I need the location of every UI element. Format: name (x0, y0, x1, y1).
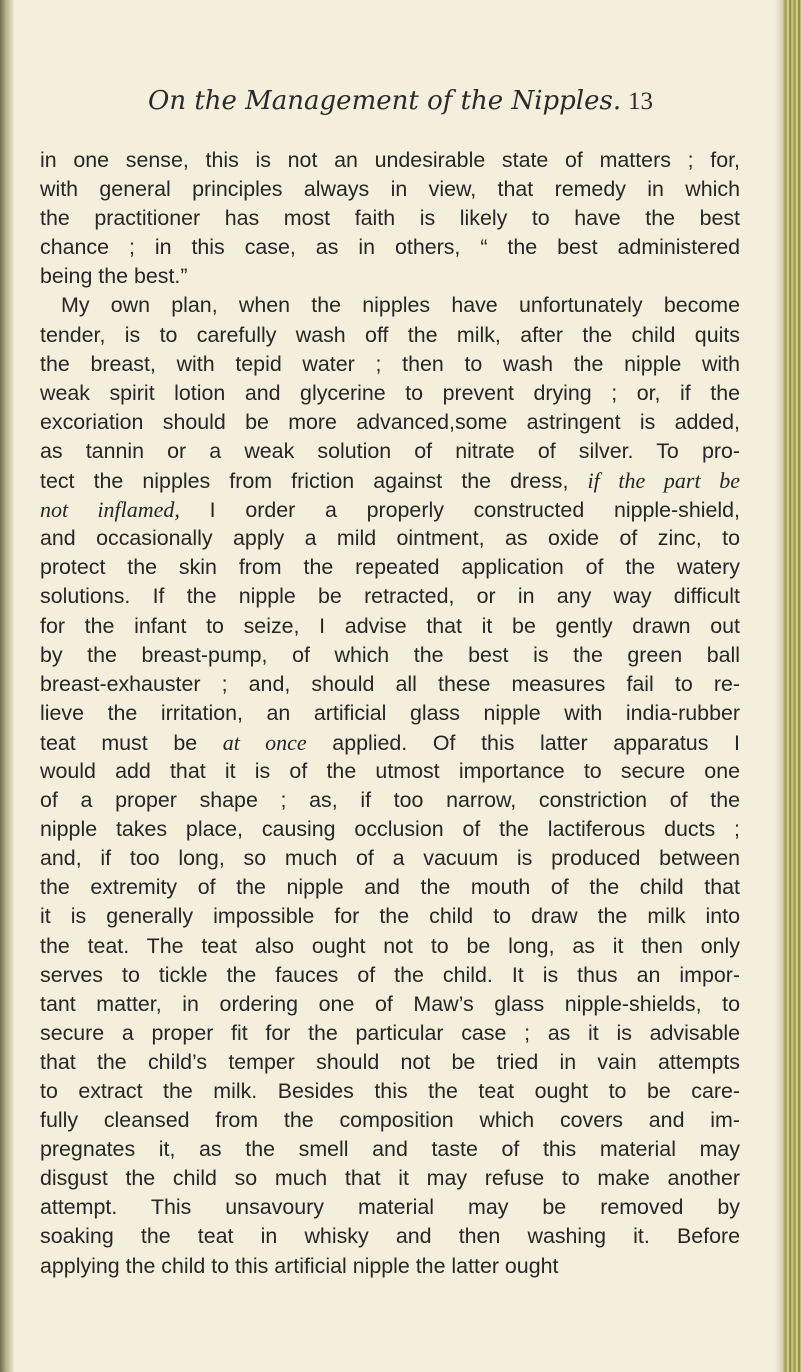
text-line (40, 524, 740, 553)
text-line (40, 1164, 740, 1193)
text-segment: and occasionally apply a mild ointment, as oxide of zinc, to (40, 526, 740, 551)
text-line (40, 437, 740, 466)
text-segment: that the child’s temper should not be tried in vain attempts (40, 1049, 740, 1074)
text-segment: and, if too long, so much of a vacuum is produced between (40, 846, 740, 871)
text-segment: lieve the irritation, an artificial glass nipple with india-rubber (40, 700, 740, 725)
text-segment: solutions. If the nipple be retracted, or in any way difficult (40, 584, 740, 609)
text-line (40, 495, 740, 524)
text-segment: My own plan, when the nipples have unfortunately become (61, 293, 740, 318)
text-segment: pregnates it, as the smell and taste of this material may (40, 1137, 740, 1162)
text-segment: fully cleansed from the composition which covers and im- (40, 1108, 740, 1133)
page-edge-shadow (775, 0, 783, 1372)
text-line (40, 961, 740, 990)
text-segment: attempt. This unsavoury material may be removed by (40, 1195, 740, 1220)
text-segment: chance ; in this case, as in others, “ the best administered (40, 235, 740, 260)
text-line (40, 786, 740, 815)
text-line (40, 146, 740, 175)
text-line (40, 204, 740, 233)
text-segment: nipple takes place, causing occlusion of the lactiferous ducts ; (40, 817, 740, 842)
text-line (40, 1135, 740, 1164)
text-segment: serves to tickle the fauces of the child. It is thus an impor- (40, 962, 740, 987)
text-segment: protect the skin from the repeated application of the watery (40, 555, 740, 580)
text-segment: excoriation should be more advanced,some astringent is added, (40, 409, 740, 434)
text-segment: the practitioner has most faith is likely to have the best (40, 206, 740, 231)
text-line (40, 757, 740, 786)
italic-text-segment: not inflamed, (40, 497, 180, 523)
text-line (40, 350, 740, 379)
text-line (40, 1048, 740, 1077)
text-line (40, 641, 740, 670)
text-segment: it is generally impossible for the child to draw the milk into (40, 904, 740, 929)
text-segment: for the infant to seize, I advise that it be gently drawn out (40, 613, 740, 638)
text-segment: to extract the milk. Besides this the teat ought to be care- (40, 1079, 740, 1103)
text-line (40, 233, 740, 262)
text-segment: disgust the child so much that it may refuse to make another (40, 1166, 740, 1191)
text-segment: by the breast-pump, of which the best is the green ball (40, 642, 740, 667)
text-segment: I order a properly constructed nipple-shield, (179, 498, 740, 523)
text-line (40, 1019, 740, 1048)
text-line (40, 699, 740, 728)
text-line (40, 932, 740, 961)
text-segment: breast-exhauster ; and, should all these measures fail to re- (40, 671, 740, 696)
text-segment: of a proper shape ; as, if too narrow, constriction of the (40, 788, 740, 813)
text-line (40, 1193, 740, 1222)
page-gutter-shadow (0, 0, 14, 1372)
italic-text-segment: if the part be (587, 468, 740, 494)
text-segment: with general principles always in view, that remedy in which (40, 177, 740, 202)
text-segment: applied. Of this latter apparatus I (306, 730, 740, 755)
italic-text-segment: at once (222, 729, 307, 755)
text-segment: being the best.” (40, 264, 188, 289)
body-text (40, 146, 740, 1281)
text-line (40, 291, 740, 320)
text-segment: in one sense, this is not an undesirable state of matters ; for, (40, 148, 740, 172)
text-line (40, 1222, 740, 1251)
text-line (40, 844, 740, 873)
text-line (40, 728, 740, 757)
text-line (40, 582, 740, 611)
text-line (40, 902, 740, 931)
text-line (40, 1252, 740, 1281)
text-segment: weak spirit lotion and glycerine to prevent drying ; or, if the (40, 380, 740, 405)
text-segment: as tannin or a weak solution of nitrate of silver. To pro- (40, 438, 740, 463)
text-line (40, 466, 740, 495)
text-segment: the breast, with tepid water ; then to wash the nipple with (40, 351, 740, 376)
text-segment: would add that it is of the utmost importance to secure one (40, 758, 740, 783)
running-title: On the Management of the Nipples. (148, 86, 622, 116)
page-number: 13 (628, 88, 653, 115)
text-line (40, 815, 740, 844)
text-line (40, 321, 740, 350)
text-segment: the extremity of the nipple and the mouth of the child that (40, 875, 740, 900)
text-segment: teat must be (40, 730, 223, 755)
text-segment: tant matter, in ordering one of Maw’s glass nipple-shields, to (40, 991, 740, 1016)
text-segment: secure a proper fit for the particular case ; as it is advisable (40, 1020, 740, 1045)
text-line (40, 553, 740, 582)
page-edges-stack (783, 0, 801, 1372)
text-segment: applying the child to this artificial nipple the latter ought (40, 1253, 559, 1278)
text-line (40, 1106, 740, 1135)
text-line (40, 1077, 740, 1106)
text-line (40, 873, 740, 902)
text-line (40, 262, 740, 291)
text-segment: the teat. The teat also ought not to be long, as it then only (40, 933, 740, 958)
text-segment: soaking the teat in whisky and then washing it. Before (40, 1224, 740, 1249)
text-segment: tect the nipples from friction against the dress, (40, 469, 588, 494)
text-line (40, 612, 740, 641)
text-line (40, 379, 740, 408)
text-segment: tender, is to carefully wash off the milk, after the child quits (40, 322, 740, 347)
page-header (0, 86, 801, 126)
text-line (40, 408, 740, 437)
text-line (40, 175, 740, 204)
text-line (40, 990, 740, 1019)
text-line (40, 670, 740, 699)
